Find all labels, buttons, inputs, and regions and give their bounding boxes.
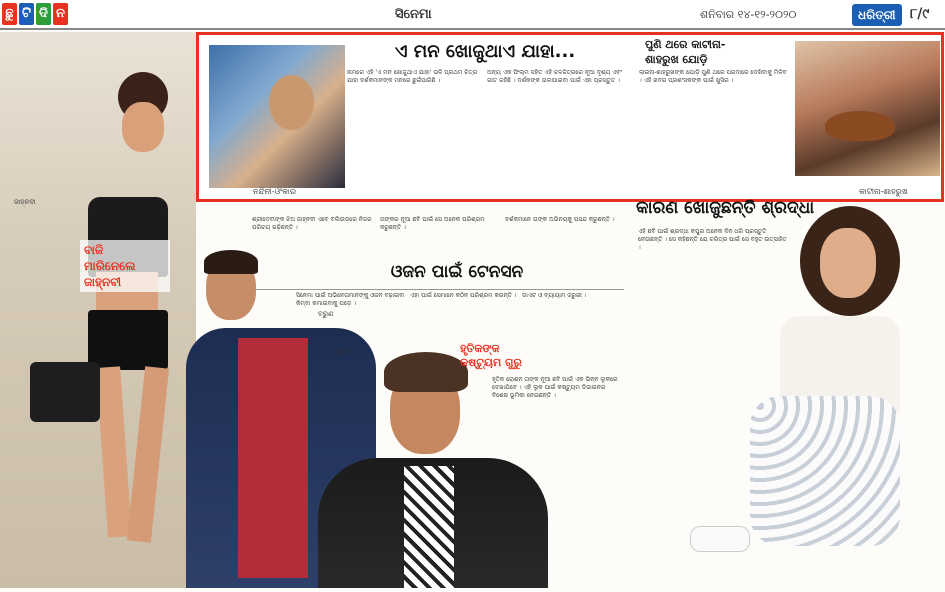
photo-hair <box>204 250 258 274</box>
brand-logo: ଧରିତ୍ରୀ <box>852 4 902 26</box>
shraddha-article: ଏହି ଛବି ପାଇଁ ଶ୍ରଦ୍ଧା କପୁର ଅନେକ ଦିନ ଧରି ପ୍ରସ୍ତୁତି ନେଉଛନ୍ତି । ସେ କହିଛନ୍ତି ଯେ ଚରିତ୍ର ପାଇଁ ସେ ବହୁତ ଉତ୍ସାହିତ । <box>638 228 787 252</box>
feature-right-headline: ପୁଣି ଥରେ କାଟୀନା- ଶାହରୁଖ ଯୋଡ଼ି <box>645 38 726 66</box>
page-header <box>0 0 945 30</box>
photo-credit: ହୃତିକ <box>336 348 351 356</box>
janhvi-article-column: ଦର୍ଶକମାନେ ତାଙ୍କ ଅଭିନୟକୁ ପସନ୍ଦ କରୁଛନ୍ତି । <box>505 216 615 223</box>
photo-shirt <box>238 338 308 578</box>
feature-right-body: ଲାଇନା-ଶାହରୁଖଙ୍କ ଯୋଡ଼ି ପୁଣି ଥରେ ପରଦାରେ ଦେଖିବାକୁ ମିଳିବ । ଏହି ଖବର ପ୍ରଶଂସକଙ୍କ ପାଇଁ ଖୁସିର । <box>639 69 787 85</box>
issue-date: ଶନିବାର ୧୪-୧୨-୨୦୨୦ <box>700 8 797 21</box>
photo-hair <box>384 352 468 392</box>
photo-credit: ବରୁଣ <box>318 310 334 318</box>
hrithik-article: ହୃତିକ ରୋଶନ ତାଙ୍କ ନୂଆ ଛବି ପାଇଁ ଏକ ଭିନ୍ନ ଲୁକରେ ଦେଖାଯିବେ । ଏହି ଲୁକ ପାଇଁ କଷ୍ଟ୍ୟୁମ ଡିଜାଇନର ବିଶେଷ ଭୂମିକା ନେଇଛନ୍ତି । <box>492 376 618 400</box>
feature-right-photo <box>795 41 940 176</box>
feature-mid-column <box>628 38 629 39</box>
feature-column: ନାମରେ ଏହି 'ଏ ମନ ଖୋଜୁଥାଏ ଯାହା' ଭଳି ପ୍ରଥମ ଚିତ୍ର ଯାହା ଦର୍ଶକମାନଙ୍କ ମନରେ ଛୁଇଁପାରିଛି । <box>347 69 478 85</box>
hrithik-headline: ହୃତିକଙ୍କ କଷ୍ଟ୍ୟୁମ ଗୁରୁ <box>460 342 522 369</box>
weight-article-column: ଏହା ପାଇଁ ସେମାନେ କଠିନ ପରିଶ୍ରମ କରନ୍ତି । <box>410 292 517 299</box>
page-number: ୮/୯ <box>910 6 930 22</box>
masthead-glyph: ଦି <box>36 3 51 25</box>
photo-face <box>122 102 164 152</box>
weight-article-column: ଡାଏଟ ଓ ବ୍ୟାୟାମ ଜରୁରୀ । <box>522 292 587 299</box>
photo-handbag <box>30 362 100 422</box>
janhvi-headline: ବାଜି ମାରିନେଲେ ଜାହ୍ନବୀ <box>80 240 170 292</box>
janhvi-article-column: ଶ୍ରୀଦେବୀଙ୍କ ଝିଅ ଜାହ୍ନବୀ ଏବେ ବଲିଉଡ଼ରେ ନିଜର ପରିଚୟ ଗଢ଼ିଛନ୍ତି । <box>252 216 372 232</box>
feature-headline: ଏ ମନ ଖୋଜୁଥାଏ ଯାହା... <box>394 41 576 62</box>
photo-tshirt <box>404 466 454 588</box>
janhvi-article-column: ତାଙ୍କର ନୂଆ ଛବି ପାଇଁ ସେ ଅନେକ ପରିଶ୍ରମ କରୁଛନ୍ତି । <box>380 216 485 232</box>
photo-leg <box>127 366 169 543</box>
weight-article-column: ସିନେମା ପାଇଁ ଅଭିନେତାମାନଙ୍କୁ ଓଜନ ବଢ଼ାଇବା କିମ୍ବା କମାଇବାକୁ ପଡ଼େ । <box>296 292 405 308</box>
photo-credit: ଜାହ୍ନବୀ <box>14 198 36 206</box>
shraddha-headline: କାରଣ ଖୋଜୁଛନ୍ତି ଶ୍ରଦ୍ଧା <box>636 198 815 218</box>
photo-face <box>820 228 876 298</box>
weight-headline: ଓଜନ ପାଇଁ ଟେନସନ <box>390 262 524 282</box>
photo-credit: କାଟୀନା-ଶାହରୁଖ <box>859 187 908 196</box>
photo-leg <box>96 366 132 537</box>
feature-box <box>196 32 944 202</box>
feature-column: ଅନ୍ୟ ଏକ ଫିଲ୍ମ ସହିତ ଏହି ଚଳଚ୍ଚିତ୍ରରେ ନୂଆ ଦୃଶ୍ୟ ଏବଂ ଗୀତ ରହିଛି । ଦର୍ଶକଙ୍କ ଭଲପାଇବା ପାଇଁ ଏହା ପ୍ରସ୍ତୁତ । <box>487 69 623 85</box>
masthead-glyph: ନ <box>53 3 68 25</box>
masthead-glyph: ଟି <box>19 3 34 25</box>
janhvi-photo <box>0 32 196 588</box>
photo-shorts <box>88 310 168 370</box>
masthead-glyph: ଛୁ <box>2 3 17 25</box>
feature-left-photo <box>209 45 345 188</box>
masthead <box>2 3 68 25</box>
section-label: ସିନେମା <box>395 7 432 22</box>
photo-credit: ନନ୍ଦିନୀ-ଓଂକାର <box>253 187 297 196</box>
